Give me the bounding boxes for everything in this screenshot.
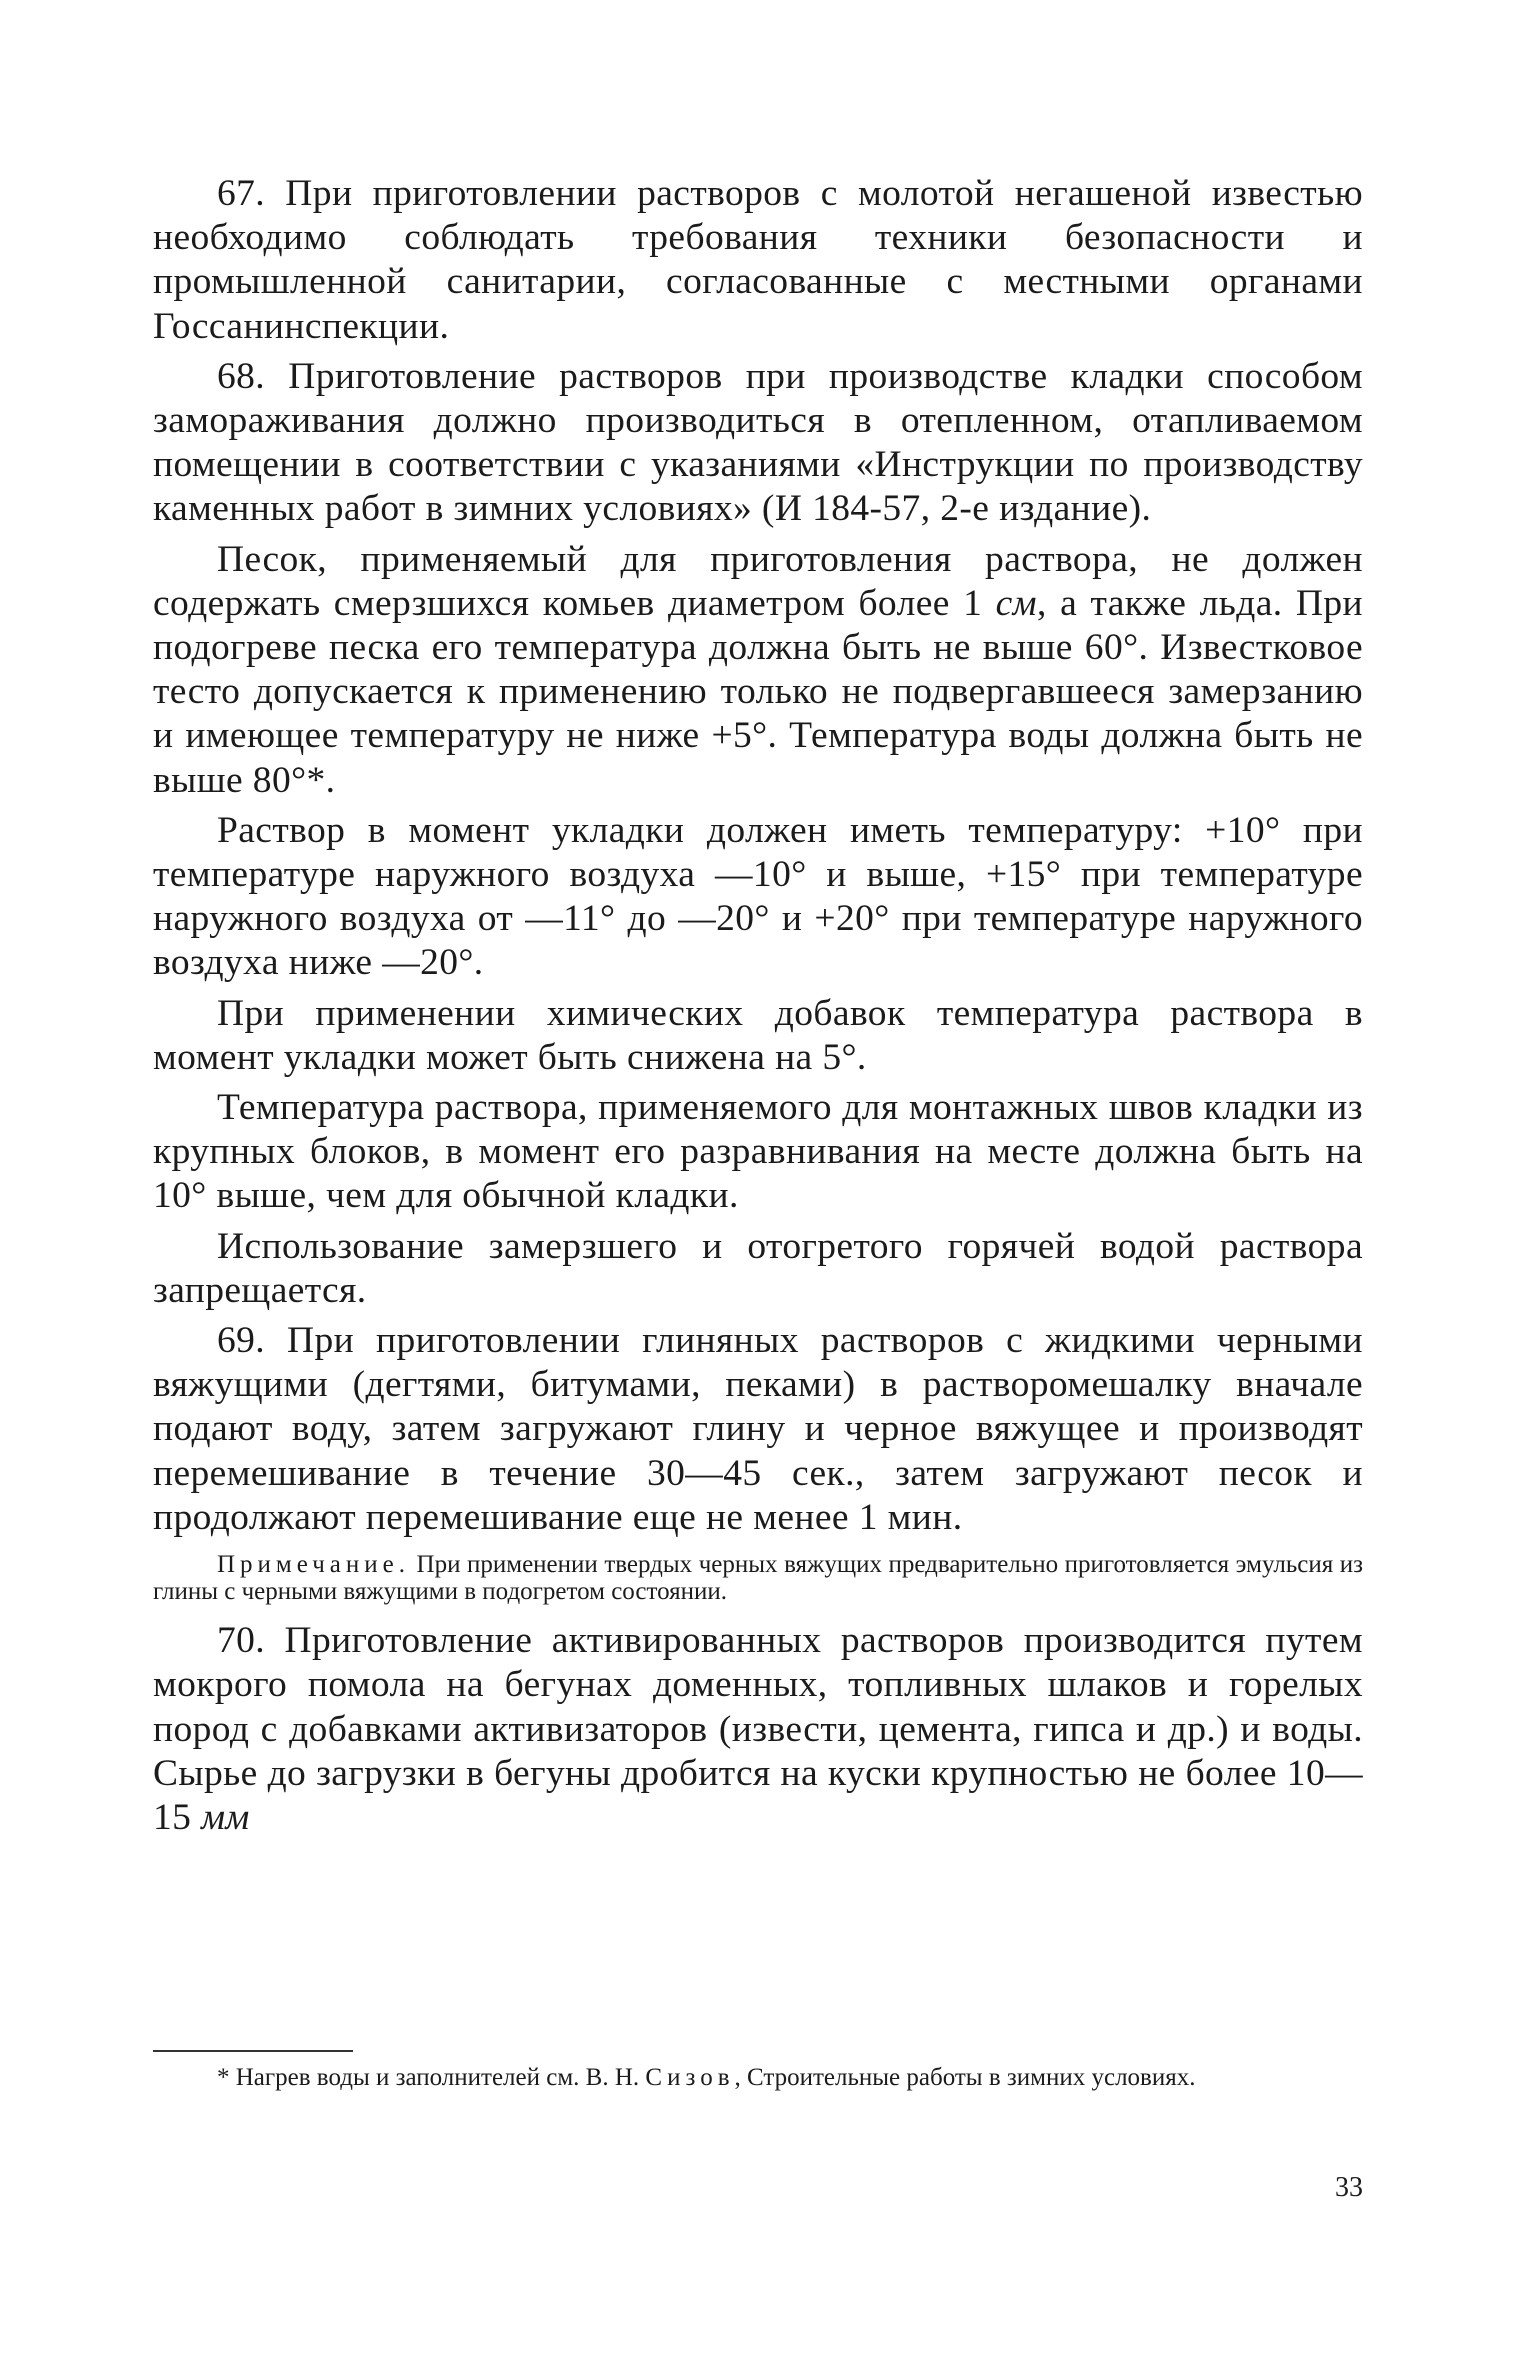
paragraph-68: 68. Приготовление растворов при производстве кладки способом замораживания должно производиться в отепленном, отапливаемом помещении в соответствии с указаниями «Инструкции по производству каменных работ в зимних условиях» (И 184-57, 2-е издание). [153,355,1363,530]
note [153,1552,1363,1605]
paragraph-chemical-additives: При применении химических добавок температура раствора в момент укладки может быть снижена на 5°. [153,992,1363,1078]
footnote-divider [153,2050,353,2052]
paragraph-69: 69. При приготовлении глиняных растворов с жидкими черными вяжущими (дегтями, битумами, пеками) в растворомешалку вначале подают воду, затем загружают глину и черное вяжущее и производят перемешивание в течение 30—45 сек., затем загружают песок и продолжают перемешивание еще не менее 1 мин. [153,1320,1363,1538]
paragraph-mortar-temperature: Раствор в момент укладки должен иметь температуру: +10° при температуре наружного воздуха —10° и выше, +15° при температуре наружного воздуха от —11° до —20° и +20° при температуре наружного воздуха ниже —20°. [153,809,1363,984]
paragraph-sand: Песок, применяемый для приготовления раствора, не должен содержать смерзшихся комьев диаметром более 1 см, а также льда. При подогреве песка его температура должна быть не выше 60°. Известковое тесто допускается к применению только не подвергавшееся замерзанию и имеющее температуру не ниже +5°. Температура воды должна быть не выше 80°*. [153,538,1363,801]
paragraph-70: 70. Приготовление активированных растворов производится путем мокрого помола на бегунах доменных, топливных шлаков и горелых пород с добавками активизаторов (извести, цемента, гипса и др.) и воды. Сырье до загрузки в бегуны дробится на куски крупностью не более 10—15 мм [153,1620,1363,1838]
footnote-text: * Нагрев воды и заполнителей см. В. Н. [217,2064,640,2091]
footnote-author: Сизов [645,2064,735,2091]
paragraph-mounting-joints: Температура раствора, применяемого для монтажных швов кладки из крупных блоков, в момент его разравнивания на месте должна быть на 10° выше, чем для обычной кладки. [153,1087,1363,1217]
page-body [153,172,1363,1840]
footnote-text-end: , Строительные работы в зимних условиях. [734,2064,1196,2091]
note-text: При применении твердых черных вяжущих предварительно приготовляется эмульсия из глины с черными вяжущими в подогретом состоянии. [153,1551,1364,1605]
page-number: 33 [1335,2172,1363,2203]
paragraph-67: 67. При приготовлении растворов с молотой негашеной известью необходимо соблюдать требования техники безопасности и промышленной санитарии, согласованные с местными органами Госсанинспекции. [153,173,1363,347]
note-label: Примечание. [217,1551,411,1579]
paragraph-frozen-mortar: Использование замерзшего и отогретого горячей водой раствора запрещается. [153,1225,1363,1311]
footnote [153,2064,1363,2092]
